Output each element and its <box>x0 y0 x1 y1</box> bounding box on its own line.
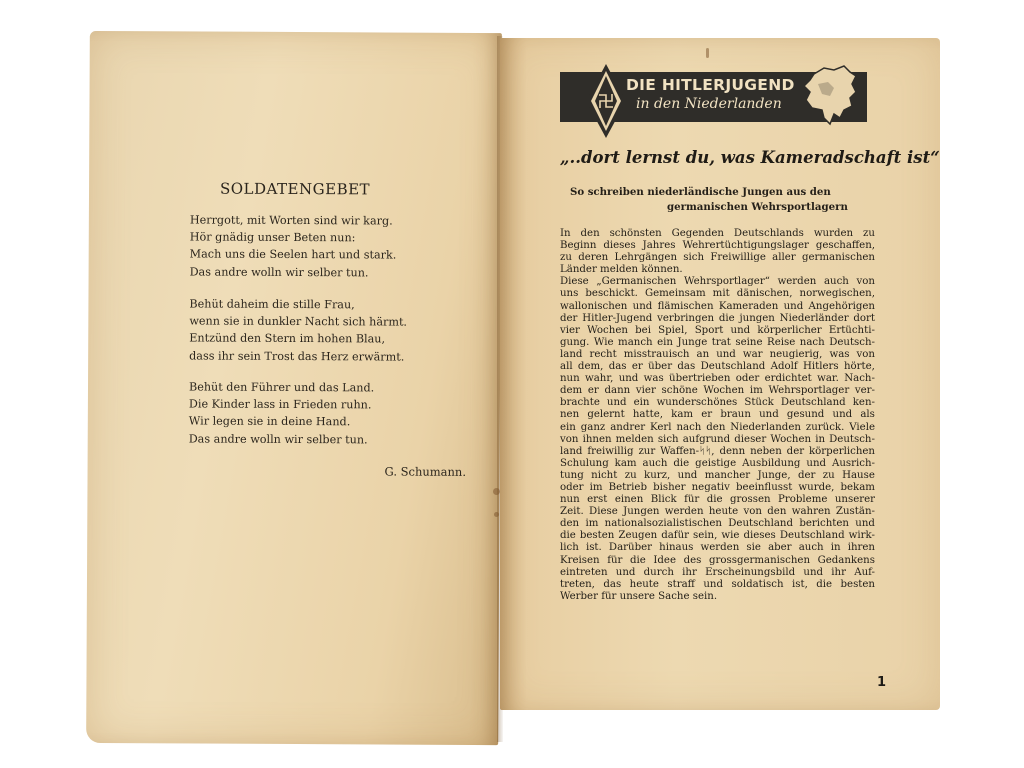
body-line: nun erst einen Blick für die grossen Probleme unserer <box>560 494 875 506</box>
body-line: wallonischen und flämischen Kameraden und Angehörigen <box>560 300 875 312</box>
body-line: land recht misstrauisch an und war neugierig, was von <box>560 348 875 360</box>
body-line: Diese „Germanischen Wehrsportlager“ werden auch von <box>560 276 875 288</box>
poem-stanza <box>190 211 490 281</box>
diamond-emblem-icon <box>586 64 626 138</box>
body-line: nun wahr, und was übertrieben oder erdichtet war. Nach- <box>560 373 875 385</box>
article-body <box>560 228 875 603</box>
body-line: Länder melden können. <box>560 264 683 276</box>
article-title: „..dort lernst du, was Kameradschaft ist“ <box>560 148 940 167</box>
body-line: lich ist. Darüber hinaus werden sie aber auch in ihren <box>560 542 875 554</box>
poem-stanza <box>189 378 489 448</box>
poem-line: Entzünd den Stern im hohen Blau, <box>189 331 386 346</box>
banner-subtitle: in den Niederlanden <box>636 96 782 112</box>
poem-line: Behüt den Führer und das Land. <box>188 380 375 395</box>
poem-line: Mach uns die Seelen hart und stark. <box>189 247 397 262</box>
left-page <box>86 31 502 745</box>
poem-line: Wir legen sie in deine Hand. <box>188 414 351 429</box>
body-line: ein ganz andrer Kerl nach den Niederlanden zurück. Viele <box>560 421 875 433</box>
poem-line: Hör gnädig unser Beten nun: <box>189 230 356 245</box>
banner-title: DIE HITLERJUGEND <box>626 76 795 94</box>
body-line: von ihnen melden sich aufgrund dieser Wochen in Deutsch- <box>560 433 875 445</box>
poem-author: G. Schumann. <box>384 464 467 479</box>
body-line: vier Wochen bei Spiel, Sport und körperlicher Ertüchti- <box>560 324 875 336</box>
body-line: In den schönsten Gegenden Deutschlands wurden zu <box>560 228 875 239</box>
body-line: eintreten und durch ihr Erscheinungsbild und ihr Auf- <box>560 566 875 578</box>
poem-line: dass ihr sein Trost das Herz erwärmt. <box>189 349 405 364</box>
article-subtitle: So schreiben niederländische Jungen aus den <box>570 186 831 198</box>
paper-stain <box>494 512 499 517</box>
right-page <box>500 38 940 710</box>
body-line: dem er dann vier schöne Wochen im Wehrsportlager ver- <box>560 385 875 397</box>
paper-stain <box>493 488 500 495</box>
body-line: brachte und ein wunderschönes Stück Deutschland ken- <box>560 397 875 409</box>
body-line: land freiwillig zur Waffen-ᛋᛋ, denn neben der körperlichen <box>560 445 875 457</box>
body-line: der Hitler-Jugend verbringen die jungen Niederländer dort <box>560 312 875 324</box>
poem-line: Das andre wolln wir selber tun. <box>189 265 369 279</box>
body-line: den im nationalsozialistischen Deutschland berichten und <box>560 518 875 530</box>
poem-line: wenn sie in dunkler Nacht sich härmt. <box>189 314 408 329</box>
netherlands-map-icon <box>800 64 860 130</box>
poem-line: Behüt daheim die stille Frau, <box>189 297 355 312</box>
article-subtitle: germanischen Wehrsportlagern <box>667 201 848 213</box>
body-line: Werber für unsere Sache sein. <box>560 590 718 602</box>
poem-line: Die Kinder lass in Frieden ruhn. <box>188 397 372 412</box>
poem-line: Herrgott, mit Worten sind wir karg. <box>189 213 393 228</box>
body-line: Schulung kam auch die geistige Ausbildung und Ausrich- <box>560 457 875 469</box>
body-line: die besten Zeugen dafür sein, wie dieses Deutschland wirk- <box>560 530 875 542</box>
body-line: uns beschickt. Gemeinsam mit dänischen, norwegischen, <box>560 288 875 300</box>
body-line: Kreisen für die Idee des grossgermanischen Gedankens <box>560 554 875 566</box>
body-line: oder im Betrieb bisher negativ beeinflusst wurde, bekam <box>560 481 875 493</box>
poem-title: SOLDATENGEBET <box>219 179 371 199</box>
poem-stanza <box>189 295 489 365</box>
body-line: zu deren Lehrgängen sich Freiwillige aller germanischen <box>560 252 875 264</box>
page-number: 1 <box>877 675 887 690</box>
body-line: tung nicht zu kurz, und mancher Junge, der zu Hause <box>560 469 875 481</box>
body-line: all dem, das er über das Deutschland Adolf Hitlers hörte, <box>560 361 875 373</box>
body-line: Beginn dieses Jahres Wehrertüchtigungslager geschaffen, <box>560 240 875 252</box>
paper-stain <box>706 48 709 58</box>
body-line: treten, das heute straff und soldatisch ist, die besten <box>560 578 875 590</box>
body-line: Zeit. Diese Jungen werden heute von den wahren Zustän- <box>560 506 875 518</box>
body-line: nen gelernt hatte, kam er braun und gesund und als <box>560 409 875 421</box>
poem-line: Das andre wolln wir selber tun. <box>188 432 368 446</box>
body-line: gung. Wie manch ein Junge trat seine Reise nach Deutsch- <box>560 336 875 348</box>
